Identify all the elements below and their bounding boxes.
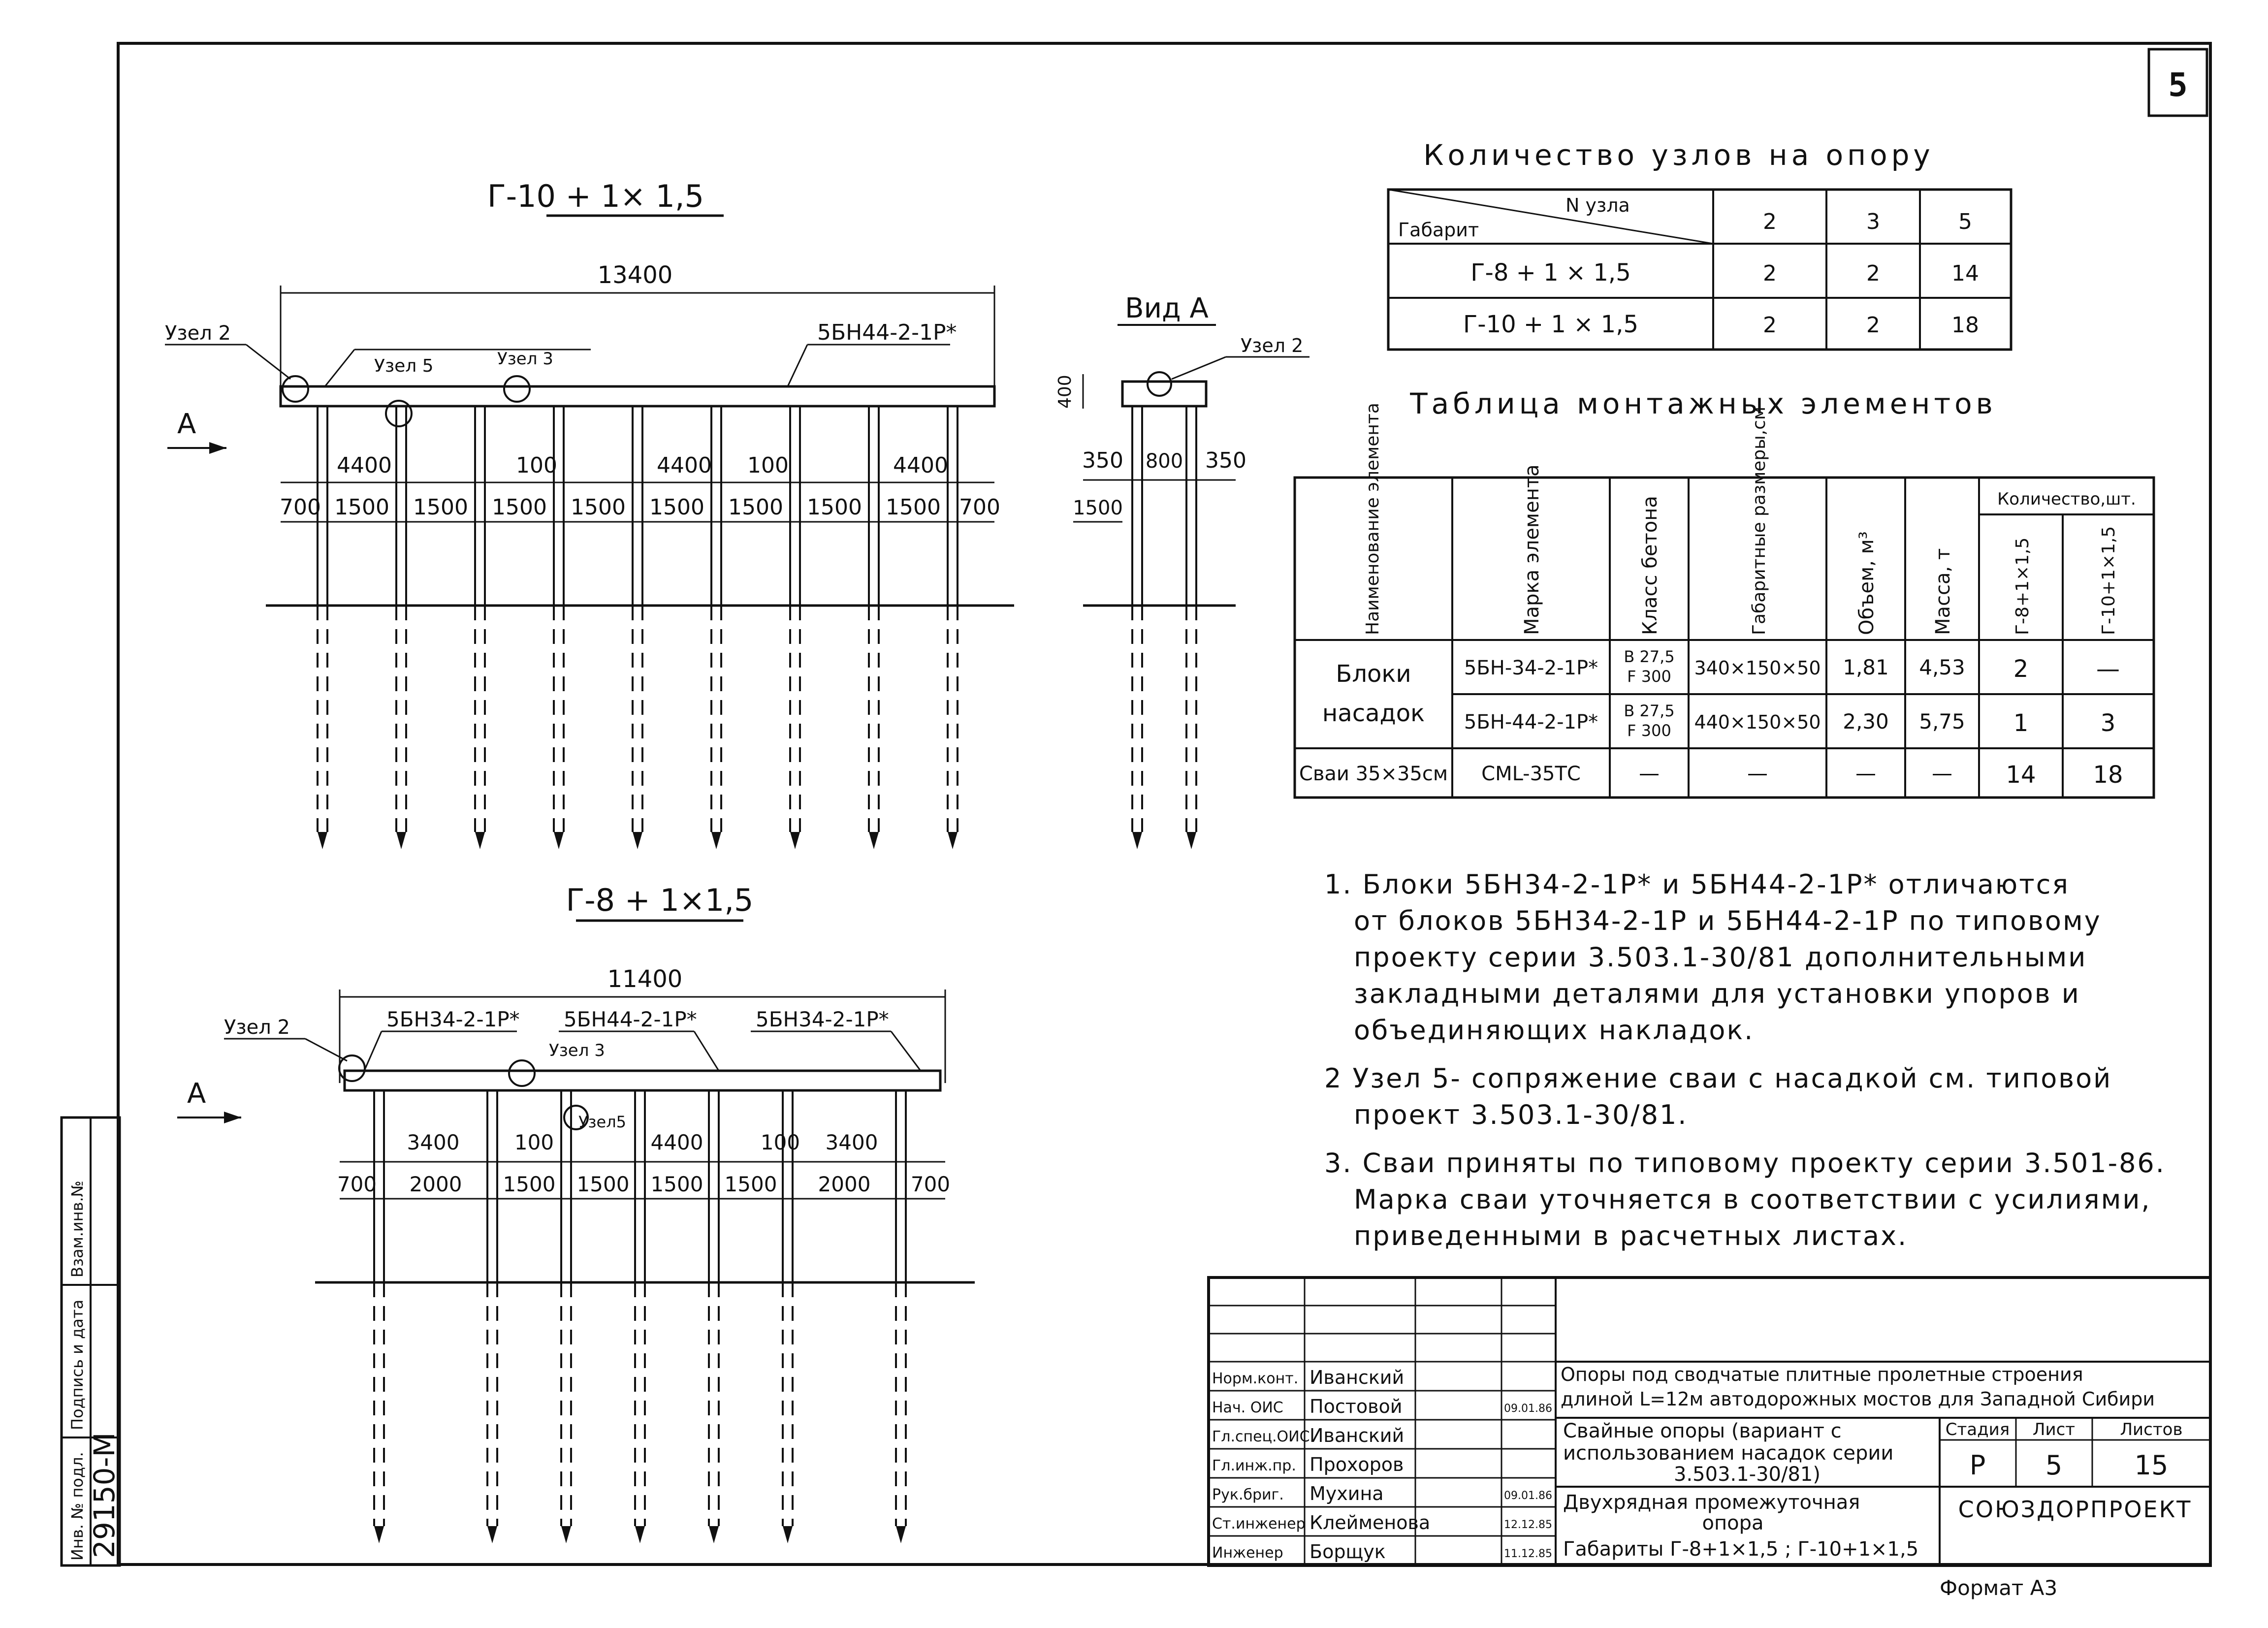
el-r3-mass: — <box>1932 761 1952 785</box>
top-node5-label: Узел 5 <box>374 356 434 376</box>
el-r2-c1: В 27,5 <box>1624 702 1675 720</box>
tb-sheet-head: Лист <box>2032 1420 2076 1439</box>
bottom-lower-dim-7: 2000 <box>818 1172 871 1196</box>
bottom-lower-dim-8: 700 <box>910 1172 951 1196</box>
tb-sheet-title-2: использованием насадок серии <box>1563 1442 1894 1465</box>
top-mark-label: 5БН44-2-1Р* <box>817 320 957 345</box>
top-pile <box>396 406 406 849</box>
bottom-upper-dim-4: 100 <box>760 1130 800 1154</box>
replace-label: Взам.инв.№ <box>68 1181 87 1277</box>
bottom-cap-beam <box>345 1071 940 1090</box>
tb-sheets: 15 <box>2134 1450 2169 1481</box>
top-upper-dim-5: 4400 <box>893 453 948 478</box>
el-r1-mass: 4,53 <box>1919 655 1965 679</box>
bottom-upper-dim-2: 100 <box>514 1130 554 1154</box>
staff-name: Прохоров <box>1310 1454 1404 1475</box>
nodes-col-2: 3 <box>1866 209 1880 234</box>
el-r3-size: — <box>1747 761 1768 785</box>
bottom-pile <box>709 1090 719 1543</box>
bottom-upper-dim-5: 3400 <box>825 1130 878 1154</box>
top-lower-dim-6: 1500 <box>649 495 704 520</box>
top-lower-dim-3: 1500 <box>413 495 468 520</box>
nodes-col-3: 5 <box>1958 209 1972 234</box>
staff-role: Гл.спец.ОИС <box>1212 1428 1310 1445</box>
tb-drawing-3: Габариты Г-8+1×1,5 ; Г-10+1×1,5 <box>1563 1538 1919 1561</box>
tb-stage: Р <box>1969 1450 1986 1481</box>
tb-stage-head: Стадия <box>1945 1420 2010 1439</box>
top-pile <box>318 406 327 849</box>
view-a-1500: 1500 <box>1073 497 1123 519</box>
top-lower-dim-4: 1500 <box>492 495 547 520</box>
top-lower-dim-5: 1500 <box>571 495 626 520</box>
top-lower-dim-9: 1500 <box>886 495 941 520</box>
bottom-node2-label: Узел 2 <box>224 1016 290 1039</box>
bottom-pile <box>374 1090 384 1543</box>
note-first-line: 2 Узел 5- сопряжение сваи с насадкой см. типовой <box>1324 1063 2112 1094</box>
el-r1-c2: F 300 <box>1627 667 1671 686</box>
staff-role: Инженер <box>1212 1544 1283 1562</box>
bottom-mark-1: 5БН34-2-1Р* <box>386 1007 520 1031</box>
staff-role: Гл.инж.пр. <box>1212 1457 1296 1474</box>
tb-drawing-1: Двухрядная промежуточная <box>1563 1491 1860 1514</box>
view-a-dim-2: 800 <box>1145 450 1183 473</box>
nodes-row1-v3: 14 <box>1951 261 1979 286</box>
bottom-lower-dim-3: 1500 <box>503 1172 556 1196</box>
staff-role: Рук.бриг. <box>1212 1486 1284 1503</box>
format-label: Формат А3 <box>1940 1576 2058 1600</box>
bottom-upper-dim-1: 3400 <box>407 1130 460 1154</box>
note-line: приведенными в расчетных листах. <box>1354 1220 1908 1251</box>
view-a-height: 400 <box>1055 375 1075 409</box>
title-block <box>1209 1277 2210 1565</box>
nodes-row2-v3: 18 <box>1951 313 1979 338</box>
top-lower-dim-10: 700 <box>959 495 1000 520</box>
view-a-title: Вид А <box>1125 292 1209 324</box>
el-r2-q10: 3 <box>2100 709 2116 737</box>
el-r1-size: 340×150×50 <box>1694 657 1821 679</box>
bottom-mark-3: 5БН34-2-1Р* <box>756 1007 889 1031</box>
el-r2-mass: 5,75 <box>1919 709 1965 734</box>
staff-date: 12.12.85 <box>1504 1519 1552 1531</box>
top-pile <box>711 406 721 849</box>
top-pile <box>633 406 642 849</box>
staff-name: Мухина <box>1310 1483 1384 1504</box>
bottom-pile <box>561 1090 571 1543</box>
view-a-pile <box>1186 406 1196 849</box>
nodes-table-title: Количество узлов на опору <box>1423 138 1934 172</box>
el-r2-size: 440×150×50 <box>1694 711 1821 733</box>
el-r1-volume: 1,81 <box>1843 655 1889 679</box>
note-2 <box>1324 1060 2186 1133</box>
el-r2-volume: 2,30 <box>1843 709 1889 734</box>
top-upper-dim-3: 4400 <box>657 453 712 478</box>
nodes-col-1: 2 <box>1763 209 1777 234</box>
el-r3-q8: 14 <box>2006 761 2036 789</box>
staff-name: Клейменова <box>1310 1512 1431 1533</box>
el-r2-q8: 1 <box>2013 709 2029 737</box>
top-pile <box>948 406 958 849</box>
el-head-q10: Г-10+1×1,5 <box>2099 526 2119 635</box>
top-node2-label: Узел 2 <box>165 322 231 345</box>
bottom-title: Г-8 + 1×1,5 <box>566 882 754 918</box>
el-r1-q10: — <box>2096 655 2120 683</box>
nodes-head-bottom: Габарит <box>1398 219 1479 241</box>
elements-table <box>1295 387 2154 798</box>
nodes-row2-v2: 2 <box>1866 313 1880 338</box>
top-overall-dim: 13400 <box>597 261 673 289</box>
bottom-pile <box>896 1090 906 1543</box>
el-group-2: насадок <box>1322 700 1425 727</box>
bottom-mark-2: 5БН44-2-1Р* <box>564 1007 697 1031</box>
staff-date: 11.12.85 <box>1504 1548 1552 1560</box>
el-head-size: Габаритные размеры,см <box>1749 406 1769 635</box>
bottom-lower-dim-1: 700 <box>337 1172 377 1196</box>
top-upper-dim-4: 100 <box>747 453 789 478</box>
nodes-row1-label: Г-8 + 1 × 1,5 <box>1470 259 1631 287</box>
bottom-pile <box>487 1090 497 1543</box>
view-a-dim-3: 350 <box>1205 448 1246 473</box>
el-head-mass: Масса, т <box>1932 548 1954 635</box>
drawing-bottom <box>177 882 975 1543</box>
note-first-line: 3. Сваи приняты по типовому проекту серии 3.501-86. <box>1324 1148 2166 1179</box>
staff-name: Иванский <box>1310 1425 1405 1446</box>
bottom-upper-dim-3: 4400 <box>650 1130 703 1154</box>
el-r3-q10: 18 <box>2093 761 2123 789</box>
el-r3-mark: СМL-35ТС <box>1481 763 1581 785</box>
view-a <box>1055 292 1310 849</box>
bottom-lower-dim-4: 1500 <box>576 1172 630 1196</box>
tb-drawing-2: опора <box>1702 1512 1764 1534</box>
tb-project-2: длиной L=12м автодорожных мостов для Западной Сибири <box>1561 1388 2155 1410</box>
el-head-volume: Объем, м³ <box>1855 531 1878 635</box>
tb-sheet-title-3: 3.503.1-30/81) <box>1674 1463 1821 1486</box>
notes-block <box>1324 866 2186 1266</box>
note-line: Марка сваи уточняется в соответствии с усилиями, <box>1354 1184 2151 1215</box>
note-1 <box>1324 866 2186 1049</box>
tb-sheet: 5 <box>2045 1450 2063 1481</box>
tb-project-1: Опоры под сводчатые плитные пролетные строения <box>1561 1364 2083 1385</box>
tb-sheet-title-1: Свайные опоры (вариант с <box>1563 1420 1842 1442</box>
bottom-pile <box>635 1090 645 1543</box>
bottom-view-arrow-label: А <box>187 1078 206 1110</box>
top-view-arrow-label: А <box>177 408 196 440</box>
top-upper-dim-2: 100 <box>516 453 557 478</box>
el-r3-c1: — <box>1639 761 1660 785</box>
bottom-overall-dim: 11400 <box>607 965 683 993</box>
el-head-qty: Количество,шт. <box>1997 489 2136 509</box>
note-line: от блоков 5БН34-2-1Р и 5БН44-2-1Р по типовому <box>1354 905 2102 936</box>
view-a-node2: Узел 2 <box>1241 335 1304 356</box>
inv-value: 29150-М <box>88 1432 121 1558</box>
top-node3-label: Узел 3 <box>497 349 553 369</box>
sheet-number: 5 <box>2168 66 2188 104</box>
sign-label: Подпись и дата <box>68 1299 87 1430</box>
sheet-frame <box>118 43 2210 1564</box>
nodes-head-top: N узла <box>1565 194 1630 216</box>
bottom-lower-dim-2: 2000 <box>409 1172 462 1196</box>
nodes-row2-label: Г-10 + 1 × 1,5 <box>1463 311 1639 338</box>
top-pile <box>475 406 485 849</box>
top-piles <box>318 406 958 849</box>
top-pile <box>790 406 800 849</box>
top-lower-dim-2: 1500 <box>334 495 389 520</box>
bottom-node5-label: Узел5 <box>578 1113 627 1131</box>
top-lower-dim-1: 700 <box>280 495 321 520</box>
top-lower-dim-7: 1500 <box>728 495 783 520</box>
el-head-mark: Марка элемента <box>1521 464 1543 635</box>
tb-sheets-head: Листов <box>2120 1420 2183 1439</box>
top-cap-beam <box>281 386 994 406</box>
note-3 <box>1324 1145 2186 1254</box>
elements-table-title: Таблица монтажных элементов <box>1410 387 1997 420</box>
note-first-line: 1. Блоки 5БН34-2-1Р* и 5БН44-2-1Р* отличаются <box>1324 869 2070 900</box>
el-r1-mark: 5БН-34-2-1Р* <box>1464 657 1598 679</box>
side-stamp <box>62 1117 121 1565</box>
top-title: Г-10 + 1× 1,5 <box>487 178 704 214</box>
note-line: объединяющих накладок. <box>1354 1015 1755 1046</box>
inv-label: Инв. № подл. <box>68 1452 87 1561</box>
top-lower-dim-8: 1500 <box>807 495 862 520</box>
el-r1-c1: В 27,5 <box>1624 647 1675 666</box>
nodes-row2-v1: 2 <box>1763 313 1777 338</box>
bottom-pile <box>783 1090 793 1543</box>
bottom-lower-dim-6: 1500 <box>724 1172 777 1196</box>
view-a-pile <box>1132 406 1142 849</box>
tb-org: СОЮЗДОРПРОЕКТ <box>1958 1496 2192 1523</box>
bottom-lower-dim-5: 1500 <box>650 1172 703 1196</box>
note-line: проекту серии 3.503.1-30/81 дополнительными <box>1354 942 2087 973</box>
nodes-table <box>1388 138 2011 350</box>
staff-role: Норм.конт. <box>1212 1370 1299 1387</box>
note-line: проект 3.503.1-30/81. <box>1354 1099 1688 1130</box>
el-r2-c2: F 300 <box>1627 721 1671 740</box>
staff-role: Ст.инженер <box>1212 1515 1306 1532</box>
staff-role: Нач. ОИС <box>1212 1399 1283 1416</box>
bottom-node3-label: Узел 3 <box>549 1041 605 1060</box>
nodes-row1-v1: 2 <box>1763 261 1777 286</box>
el-r1-q8: 2 <box>2013 655 2029 683</box>
staff-date: 09.01.86 <box>1504 1403 1552 1415</box>
staff-name: Борщук <box>1310 1541 1386 1563</box>
staff-date: 09.01.86 <box>1504 1490 1552 1502</box>
el-head-name: Наименование элемента <box>1363 403 1383 635</box>
el-group-1: Блоки <box>1336 660 1411 688</box>
el-r3-volume: — <box>1855 761 1876 785</box>
nodes-row1-v2: 2 <box>1866 261 1880 286</box>
staff-name: Иванский <box>1310 1367 1405 1388</box>
top-upper-dim-1: 4400 <box>337 453 392 478</box>
el-r2-mark: 5БН-44-2-1Р* <box>1464 711 1598 734</box>
el-head-q8: Г-8+1×1,5 <box>2012 537 2033 635</box>
el-r3-name: Сваи 35×35см <box>1299 763 1448 785</box>
note-line: закладными деталями для установки упоров и <box>1354 978 2080 1009</box>
top-pile <box>869 406 879 849</box>
staff-name: Постовой <box>1310 1396 1403 1417</box>
drawing-top <box>165 178 1014 849</box>
view-a-dim-1: 350 <box>1082 448 1123 473</box>
el-head-class: Класс бетона <box>1639 496 1661 635</box>
